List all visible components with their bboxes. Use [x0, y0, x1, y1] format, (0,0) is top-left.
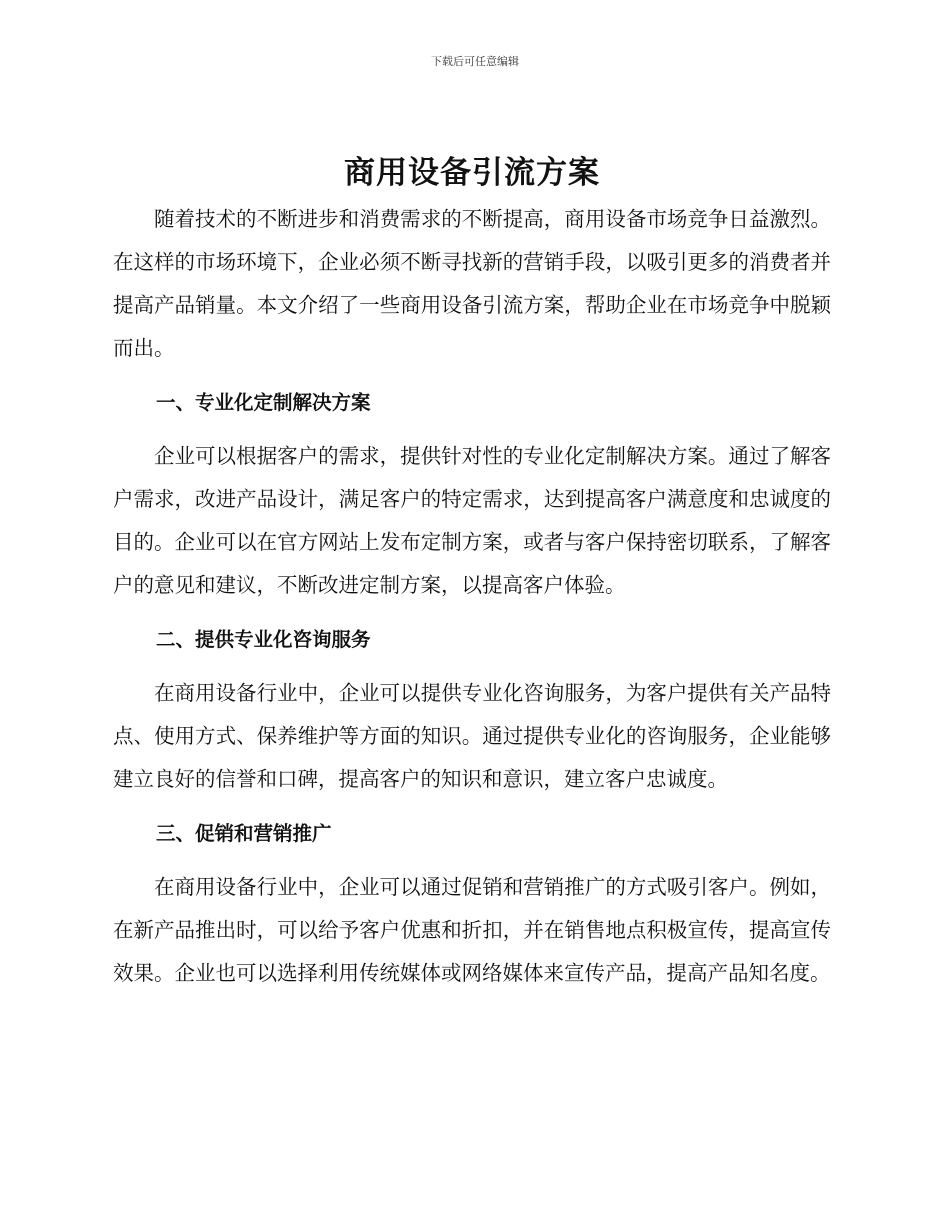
section-body-2: 在商用设备行业中，企业可以提供专业化咨询服务，为客户提供有关产品特点、使用方式、保养维护等方面的知识。通过提供专业化的咨询服务，企业能够建立良好的信誉和口碑，提高客户的知识和意识，建立客户忠诚度。: [113, 681, 831, 791]
section-body-1: 企业可以根据客户的需求，提供针对性的专业化定制解决方案。通过了解客户需求，改进产品设计，满足客户的特定需求，达到提高客户满意度和忠诚度的目的。企业可以在官方网站上发布定制方案，或者与客户保持密切联系，了解客户的意见和建议，不断改进定制方案，以提高客户体验。: [113, 444, 831, 597]
section-heading-3: 三、促销和营销推广: [156, 822, 332, 845]
intro-paragraph: 随着技术的不断进步和消费需求的不断提高，商用设备市场竞争日益激烈。在这样的市场环境下，企业必须不断寻找新的营销手段，以吸引更多的消费者并提高产品销量。本文介绍了一些商用设备引流方案，帮助企业在市场竞争中脱颖而出。: [113, 207, 831, 360]
document-title: 商用设备引流方案: [344, 155, 600, 191]
page-header-note: 下载后可任意编辑: [431, 55, 519, 68]
section-body-3: 在商用设备行业中，企业可以通过促销和营销推广的方式吸引客户。例如，在新产品推出时，可以给予客户优惠和折扣，并在销售地点积极宣传，提高宣传效果。企业也可以选择利用传统媒体或网络媒体来宣传产品，提高产品知名度。: [113, 875, 831, 985]
section-heading-2: 二、提供专业化咨询服务: [156, 628, 371, 651]
section-heading-1: 一、专业化定制解决方案: [156, 391, 371, 414]
document-body: [113, 148, 831, 995]
